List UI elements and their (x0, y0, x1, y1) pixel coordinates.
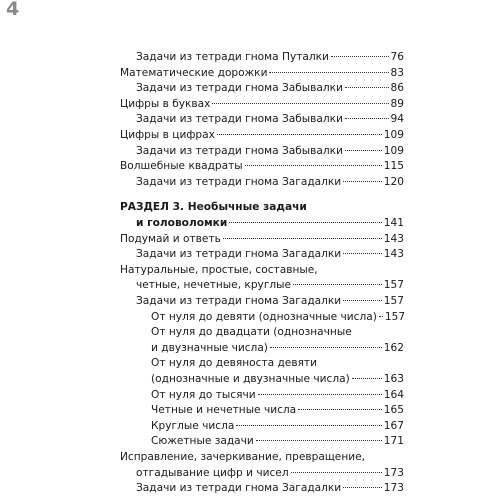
toc-entry (136, 144, 404, 158)
toc-entry-page: 143 (383, 248, 404, 261)
leader-dots (291, 472, 382, 473)
leader-dots (298, 409, 382, 410)
toc-entry-page: 157 (384, 310, 406, 323)
toc-entry (120, 450, 365, 464)
toc-entry (136, 294, 404, 308)
toc-entry-title: Круглые числа (151, 419, 235, 432)
leader-dots (223, 238, 382, 239)
toc-entry (136, 216, 404, 230)
leader-dots (258, 394, 382, 395)
leader-dots (236, 425, 381, 426)
toc-entry (120, 97, 404, 111)
toc-entry-title: Задачи из тетради гнома Путалки (136, 51, 329, 63)
toc-entry (120, 232, 404, 246)
toc-entry-page: 83 (390, 66, 404, 79)
toc-entry-title: Задачи из тетради гнома Забывалки (136, 113, 343, 126)
toc-entry-title: Задачи из тетради гнома Забывалки (136, 144, 343, 157)
section-heading (120, 200, 307, 214)
toc-entry-title: Задачи из тетради гнома Загадалки (136, 248, 342, 261)
toc-entry-page: 171 (383, 435, 404, 448)
toc-entry (151, 403, 404, 417)
toc-entry-page: 115 (383, 160, 404, 173)
toc-entry (136, 278, 404, 292)
toc-entry-title: Волшебные квадраты (120, 160, 243, 173)
toc-entry-page: 157 (383, 295, 404, 307)
toc-entry (151, 341, 404, 355)
leader-dots (345, 118, 389, 119)
page-number: 4 (6, 0, 20, 20)
toc-entry-page: 143 (383, 232, 404, 245)
toc-entry-page: 89 (390, 97, 404, 110)
leader-dots (256, 440, 382, 441)
toc-entry (136, 247, 404, 261)
section-heading-title: РАЗДЕЛ 3. Необычные задачи (120, 201, 307, 214)
toc-entry-page: 109 (383, 144, 404, 157)
toc-entry-page: 164 (383, 388, 404, 401)
leader-dots (343, 300, 382, 301)
toc-entry-title: Математические дорожки (120, 66, 268, 79)
toc-entry (136, 466, 404, 480)
toc-entry (151, 419, 404, 433)
leader-dots (345, 87, 389, 88)
toc-entry-title: отгадывание цифр и чисел (136, 466, 289, 479)
toc-entry-title: Задачи из тетради гнома Загадалки (136, 482, 342, 495)
toc-entry-title: Задачи из тетради гнома Загадалки (136, 175, 342, 188)
toc-entry-page: 109 (383, 129, 404, 141)
toc-entry-page: 94 (390, 113, 404, 126)
toc-entry-page: 162 (383, 341, 404, 354)
toc-entry-title: От нуля до девяноста девяти (151, 357, 317, 370)
toc-entry (151, 372, 404, 386)
toc-entry (151, 434, 404, 448)
leader-dots (379, 316, 383, 317)
leader-dots (352, 378, 382, 379)
toc-entry-page: 120 (383, 175, 404, 188)
toc-entry-title: От нуля до тысячи (151, 388, 256, 401)
toc-entry-page: 165 (383, 404, 404, 417)
toc-entry-page: 173 (383, 466, 404, 479)
toc-entry-title: и двузначные числа) (151, 341, 268, 354)
toc-entry-title: Сюжетные задачи (151, 435, 254, 448)
toc-entry-page: 86 (390, 82, 404, 95)
toc-entry-title: От нуля до девяти (однозначные числа) (151, 310, 377, 323)
toc-entry-page: 141 (383, 217, 404, 229)
toc-entry-title: Задачи из тетради гнома Загадалки (136, 295, 342, 307)
toc-entry-page: 163 (383, 373, 404, 385)
toc-entry (136, 175, 404, 189)
toc-entry-title: Исправление, зачеркивание, превращение, (120, 451, 366, 463)
toc-entry-page: 173 (383, 482, 404, 495)
leader-dots (331, 56, 389, 57)
toc-entry-title: От нуля до двадцати (однозначные (151, 326, 352, 339)
toc-entry-title: Четные и нечетные числа (151, 404, 297, 417)
toc-entry (136, 481, 404, 495)
leader-dots (212, 103, 388, 104)
toc-entry-page: 76 (390, 51, 404, 63)
leader-dots (293, 284, 382, 285)
toc-entry-title: четные, нечетные, круглые (136, 279, 292, 292)
toc-entry (151, 325, 352, 339)
leader-dots (343, 253, 382, 254)
leader-dots (229, 222, 382, 223)
toc-entry-title: Цифры в цифрах (120, 129, 215, 141)
leader-dots (270, 347, 382, 348)
toc-entry-page: 157 (383, 279, 404, 292)
toc-entry (151, 310, 404, 324)
toc-entry (136, 112, 404, 126)
leader-dots (345, 150, 382, 151)
toc-entry (120, 66, 404, 80)
leader-dots (343, 181, 382, 182)
leader-dots (217, 134, 382, 135)
leader-dots (245, 165, 382, 166)
toc-entry-title: Цифры в буквах (120, 97, 211, 110)
toc-entry (120, 263, 318, 277)
toc-entry (136, 81, 404, 95)
toc-entry-title: и головоломки (136, 217, 228, 229)
toc-entry (151, 356, 317, 370)
toc-entry-title: Подумай и ответь (120, 232, 221, 245)
toc-entry-title: Задачи из тетради гнома Забывалки (136, 82, 343, 95)
toc-entry (120, 159, 404, 173)
leader-dots (343, 487, 382, 488)
toc-entry-page: 167 (383, 419, 404, 432)
toc-entry (151, 388, 404, 402)
leader-dots (269, 72, 388, 73)
toc-entry-title: (однозначные и двузначные числа) (151, 373, 350, 385)
toc-entry (136, 50, 404, 64)
toc-entry (120, 128, 404, 142)
toc-entry-title: Натуральные, простые, составные, (120, 263, 318, 276)
